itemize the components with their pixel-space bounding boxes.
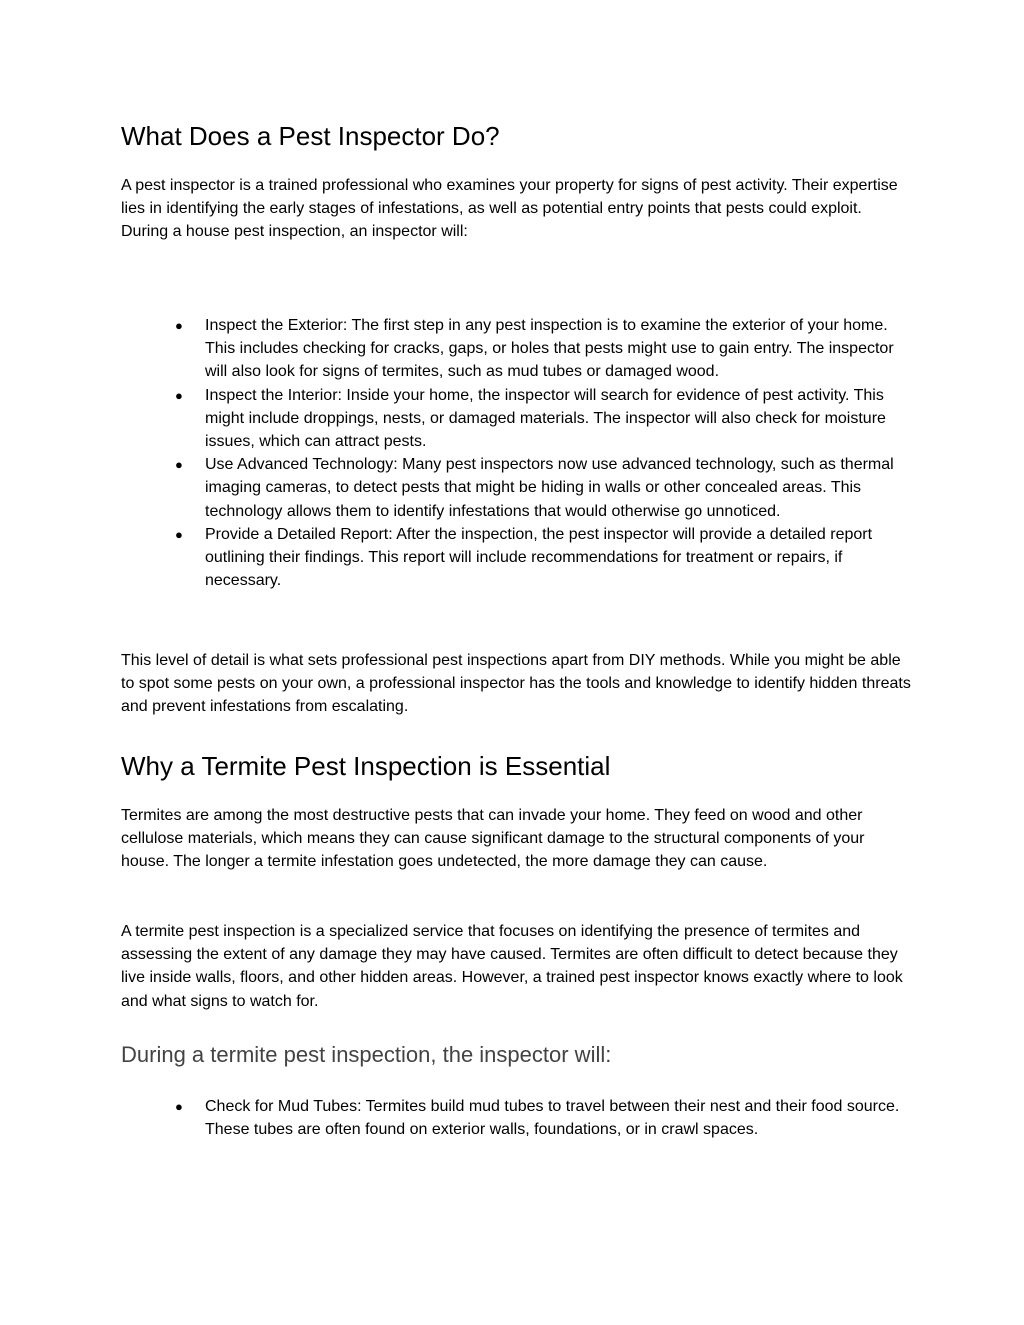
- list-item: [121, 314, 911, 384]
- heading-what-does-pest-inspector-do: What Does a Pest Inspector Do?: [121, 121, 500, 151]
- bullet-icon: ●: [175, 387, 183, 403]
- bullet-icon: ●: [175, 1099, 183, 1114]
- termites-paragraph: Termites are among the most destructive pests that can invade your home. They feed on wood and other cellulose materials, which means they can cause significant damage to the structural components of your house. The longer a termite infestation goes undetected, the more damage they can cause.: [121, 807, 865, 871]
- intro-paragraph: A pest inspector is a trained professional who examines your property for signs of pest activity. Their expertise lies in identifying the early stages of infestations, as well as potential entry points that pests could exploit. During a house pest inspection, an inspector will:: [121, 177, 898, 241]
- list-item-text: Use Advanced Technology: Many pest inspectors now use advanced technology, such as thermal imaging cameras, to detect pests that might be hiding in walls or other concealed areas. This technology allows them to identify infestations that would otherwise go unnoticed.: [205, 456, 894, 520]
- list-item-text: Inspect the Interior: Inside your home, the inspector will search for evidence of pest activity. This might include droppings, nests, or damaged materials. The inspector will also check for moisture issues, which can attract pests.: [205, 386, 886, 451]
- list-item-text: Provide a Detailed Report: After the inspection, the pest inspector will provide a detailed report outlining their findings. This report will include recommendations for treatment or repairs, if necessary.: [205, 525, 873, 590]
- termite-inspection-list: [121, 1095, 911, 1141]
- inspector-tasks-list: [121, 314, 911, 592]
- bullet-icon: ●: [175, 457, 183, 473]
- list-item: [121, 523, 911, 593]
- closing-paragraph: This level of detail is what sets professional pest inspections apart from DIY methods. While you might be able to spot some pests on your own, a professional inspector has the tools and knowledge to identify hidden threats and prevent infestations from escalating.: [121, 652, 911, 716]
- bullet-icon: ●: [175, 318, 183, 333]
- list-item: [121, 453, 911, 523]
- heading-why-termite-inspection-essential: Why a Termite Pest Inspection is Essential: [121, 751, 611, 781]
- list-item: [121, 1095, 911, 1141]
- termite-inspection-paragraph: A termite pest inspection is a specialized service that focuses on identifying the presence of termites and assessing the extent of any damage they may have caused. Termites are often difficult to detect because they live inside walls, floors, and other hidden areas. However, a trained pest inspector knows exactly where to look and what signs to watch for.: [121, 923, 903, 1010]
- subheading-during-termite-inspection: During a termite pest inspection, the inspector will:: [121, 1042, 612, 1067]
- list-item-text: Check for Mud Tubes: Termites build mud tubes to travel between their nest and their food source. These tubes are often found on exterior walls, foundations, or in crawl spaces.: [205, 1098, 900, 1139]
- list-item: [121, 384, 911, 454]
- list-item-text: Inspect the Exterior: The first step in any pest inspection is to examine the exterior of your home. This includes checking for cracks, gaps, or holes that pests might use to gain entry. The inspector will also look for signs of termites, such as mud tubes or damaged wood.: [205, 317, 894, 381]
- bullet-icon: ●: [175, 526, 183, 542]
